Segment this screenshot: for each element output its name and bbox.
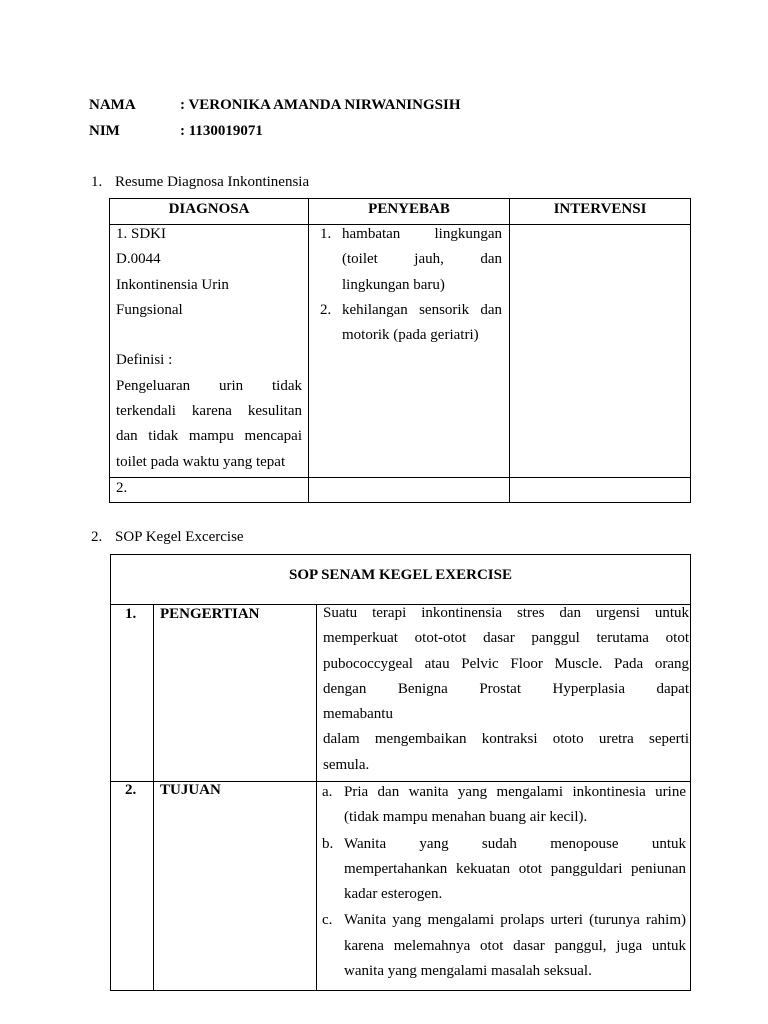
nama-value: : VERONIKA AMANDA NIRWANINGSIH — [180, 97, 461, 113]
penyebab-item — [320, 298, 502, 349]
row-number: 2. — [125, 782, 137, 798]
diagnosa-line: D.0044 — [116, 251, 161, 268]
tujuan-line: Wanita yang sudah menopouse untuk — [344, 835, 686, 852]
diagnosa-cell — [116, 222, 302, 475]
list-marker: 2. — [320, 301, 332, 318]
pengertian-line: dengan Benigna Prostat Hyperplasia dapat — [323, 680, 689, 697]
diagnosa-line: Inkontinensia Urin — [116, 276, 229, 293]
tujuan-list — [322, 780, 686, 984]
definisi-line: terkendali karena kesulitan — [116, 403, 302, 420]
table-divider — [316, 604, 317, 990]
tujuan-line: (tidak mampu menahan buang air kecil). — [344, 809, 588, 826]
penyebab-cell — [320, 222, 502, 348]
column-header-intervensi: INTERVENSI — [553, 201, 647, 217]
tujuan-line: wanita yang mengalami masalah seksual. — [344, 963, 592, 980]
tujuan-line: Wanita yang mengalami prolaps urteri (turunya rahim) — [344, 912, 686, 929]
tujuan-line: Pria dan wanita yang mengalami inkontinesia urine — [344, 784, 686, 800]
penyebab-item — [320, 222, 502, 298]
list-marker: c. — [322, 912, 333, 929]
sop-table — [110, 554, 691, 991]
nama-label: NAMA — [89, 97, 136, 113]
tujuan-line: mempertahankan kekuatan otot pangguldari peniunan — [344, 860, 686, 877]
definisi-line: toilet pada waktu yang tepat — [116, 453, 286, 470]
diagnosa-line: 1. SDKI — [116, 226, 167, 242]
tujuan-line: kadar esterogen. — [344, 886, 443, 903]
nim-label: NIM — [89, 123, 120, 139]
table-divider — [509, 199, 510, 502]
definisi-line: dan tidak mampu mencapai — [116, 428, 302, 445]
section2-number: 2. — [91, 529, 103, 545]
nim-value: : 1130019071 — [180, 123, 263, 139]
penyebab-line: (toilet jauh, dan — [342, 251, 502, 268]
tujuan-item — [322, 780, 686, 831]
section1-heading — [91, 174, 309, 191]
table-divider — [153, 604, 154, 990]
table-divider — [308, 199, 309, 502]
column-header-penyebab: PENYEBAB — [368, 201, 450, 217]
definisi-label: Definisi : — [116, 352, 173, 369]
table-divider — [110, 477, 690, 478]
diagnosa-line: Fungsional — [116, 301, 183, 318]
pengertian-line: memabantu — [323, 706, 393, 723]
pengertian-line: pubococcygeal atau Pelvic Floor Muscle. Pada orang — [323, 655, 689, 672]
pengertian-text — [323, 601, 689, 778]
definisi-line: Pengeluaran urin tidak — [116, 377, 302, 394]
row-label-pengertian: PENGERTIAN — [160, 606, 260, 622]
resume-table — [109, 198, 691, 503]
row2-label: 2. — [116, 480, 128, 496]
penyebab-line: lingkungan baru) — [342, 276, 445, 293]
section2-heading — [91, 529, 244, 546]
pengertian-line: memperkuat otot-otot dasar panggul terutama otot — [323, 630, 689, 647]
tujuan-item — [322, 832, 686, 908]
tujuan-line: karena melemahnya otot dasar panggul, juga untuk — [344, 937, 686, 954]
list-marker: b. — [322, 835, 334, 852]
pengertian-line: semula. — [323, 756, 370, 773]
pengertian-line: dalam mengembaikan kontraksi ototo uretra seperti — [323, 731, 689, 748]
section1-title: Resume Diagnosa Inkontinensia — [115, 174, 310, 190]
row-number: 1. — [125, 606, 137, 622]
section1-number: 1. — [91, 174, 103, 190]
list-marker: a. — [322, 784, 333, 800]
row-label-tujuan: TUJUAN — [160, 782, 221, 798]
tujuan-item — [322, 908, 686, 984]
section2-title: SOP Kegel Excercise — [115, 529, 244, 545]
sop-table-title: SOP SENAM KEGEL EXERCISE — [289, 567, 512, 583]
column-header-diagnosa: DIAGNOSA — [168, 201, 250, 217]
penyebab-line: motorik (pada geriatri) — [342, 327, 479, 344]
list-marker: 1. — [320, 226, 332, 242]
penyebab-line: hambatan lingkungan — [342, 226, 502, 242]
pengertian-line: Suatu terapi inkontinensia stres dan urgensi untuk — [323, 605, 689, 621]
penyebab-line: kehilangan sensorik dan — [342, 301, 502, 318]
